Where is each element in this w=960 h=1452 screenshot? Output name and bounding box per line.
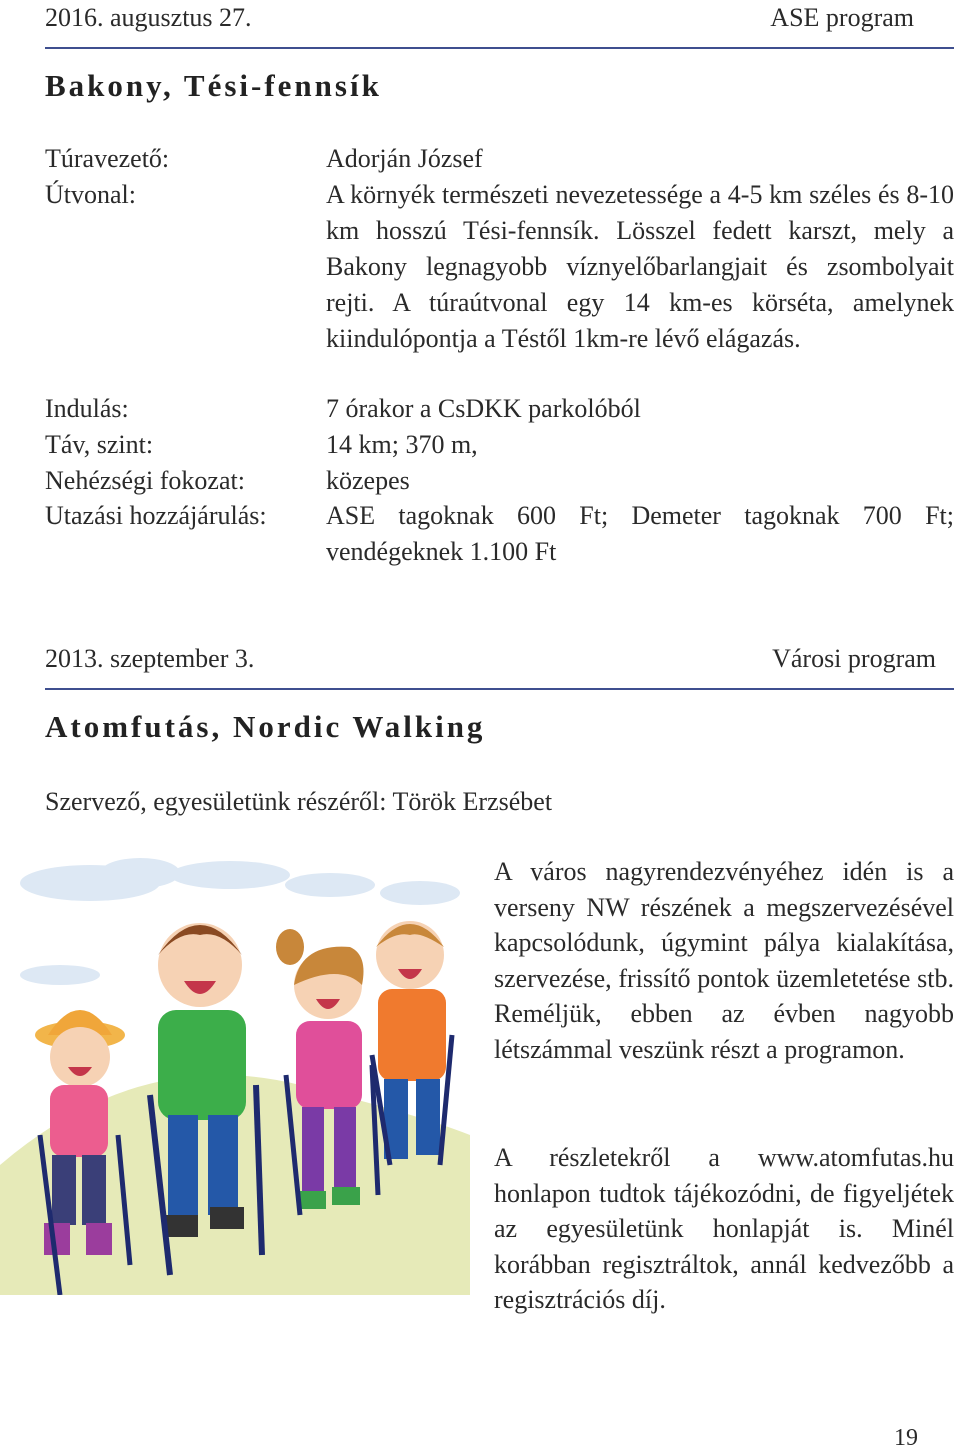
distance-value: 14 km; 370 m,	[326, 430, 478, 459]
organizer-line: Szervező, egyesületünk részéről: Török Erzsébet	[45, 787, 553, 816]
details-paragraph: A részletekről a www.atomfutas.hu honlapon tudtok tájékozódni, de figyeljétek az egyesületünk honlapját is. Minél korábban regisztráltok, annál kedvezőbb a regisztrációs díj.	[494, 1143, 954, 1314]
route-value: A környék természeti nevezetessége a 4-5 km széles és 8-10 km hosszú Tési-fennsík. Lösszel fedett karszt, mely a Bakony legnagyobb víznyelőbarlangjait és zsombolyait rejti. A túraútvonal egy 14 km-es körséta, amelynek kiindulópontja a Téstől 1km-re lévő elágazás.	[326, 180, 954, 353]
start-label: Indulás:	[45, 394, 129, 423]
program-type: ASE program	[770, 3, 914, 32]
difficulty-label: Nehézségi fokozat:	[45, 466, 245, 495]
leader-label: Túravezető:	[45, 144, 170, 173]
event-date: 2013. szeptember 3.	[45, 644, 255, 673]
description-paragraph: A város nagyrendezvényéhez idén is a verseny NW részének a megszervezésével kapcsolódunk, úgymint pálya kialakítása, szervezése, frissítő pontok üzemletetése stb. Reméljük, ebben az évben nagyobb létszámmal veszünk részt a programon.	[494, 857, 954, 1064]
event-date: 2016. augusztus 27.	[45, 3, 252, 32]
header-divider	[45, 688, 954, 690]
nordic-walkers-illustration	[0, 835, 480, 1295]
event-title: Bakony, Tési-fennsík	[45, 68, 382, 103]
fee-label: Utazási hozzájárulás:	[45, 501, 267, 530]
start-value: 7 órakor a CsDKK parkolóból	[326, 394, 641, 423]
program-type: Városi program	[772, 644, 936, 673]
difficulty-value: közepes	[326, 466, 410, 495]
header-divider	[45, 47, 954, 49]
fee-value: ASE tagoknak 600 Ft; Demeter tagoknak 700 Ft; vendégeknek 1.100 Ft	[326, 501, 954, 566]
route-label: Útvonal:	[45, 180, 136, 209]
event-title: Atomfutás, Nordic Walking	[45, 709, 486, 744]
distance-label: Táv, szint:	[45, 430, 154, 459]
page-number: 19	[894, 1425, 918, 1451]
leader-value: Adorján József	[326, 144, 483, 173]
